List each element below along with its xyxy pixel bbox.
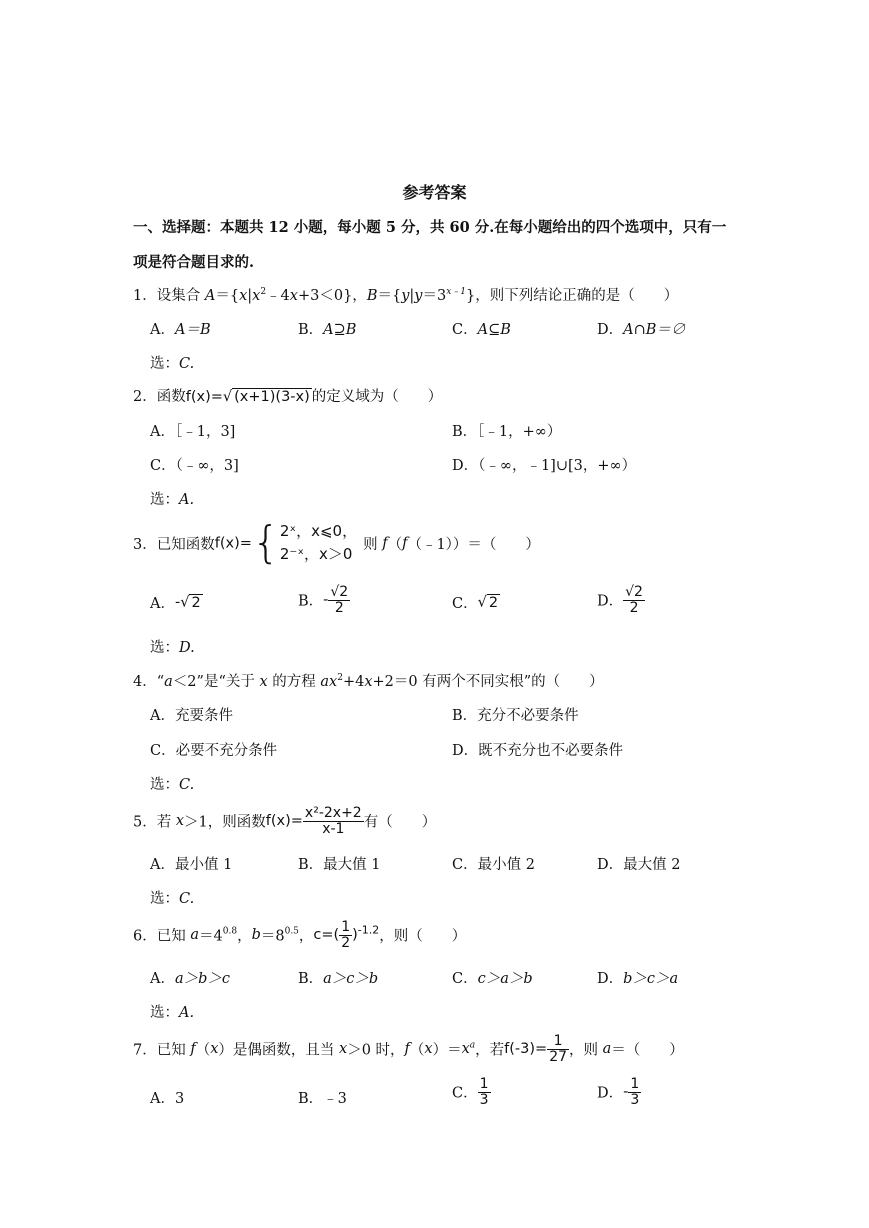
fraction: $\frac{1}{27}$	[549, 1033, 568, 1065]
answer: 选：D.	[150, 640, 195, 656]
question-number: 5．	[133, 814, 157, 831]
option-a: A．3	[150, 1091, 185, 1107]
option-b: B．最大值 1	[298, 857, 381, 873]
option-c: C．c＞a＞b	[452, 971, 533, 987]
answer: 选：A.	[150, 1005, 195, 1021]
option-d: D．（﹣∞，﹣1]∪[3，+∞）	[452, 458, 637, 474]
piecewise-cases: 2ˣ，x⩽0， 2⁻ˣ，x＞0	[279, 522, 358, 564]
option-d: D．A∩B＝∅	[597, 322, 686, 338]
page-title: 参考答案	[402, 183, 467, 202]
option-c: C．最小值 2	[452, 857, 535, 873]
question-5-stem: 5．若 x＞1，则函数f(x)= $\frac{\text{x²-2x+2}}{x-1}$ 有（ ）	[133, 805, 437, 837]
option-c: C．必要不充分条件	[150, 743, 278, 759]
question-1-stem: 1．设集合 $A=\{x|x^2﹣4x+3<0\}$，$B=\{y|y=3^{x﹣1}\}$，则下列结论正确的是（ ）	[133, 287, 679, 304]
option-d: D．既不充分也不必要条件	[452, 743, 624, 759]
option-a: A．最小值 1	[150, 857, 233, 873]
option-a: A．充要条件	[150, 708, 233, 724]
question-7-stem: 7．已知 f（x）是偶函数，且当 x＞0 时，$f(x)=x^a$，若f(-3)= $\frac{1}{27}$ ，则 a＝（ ）	[133, 1033, 684, 1065]
answer: 选：C.	[150, 777, 195, 793]
section-heading-line2: 项是符合题目求的.	[133, 254, 255, 271]
option-b: B．- $\frac{√2}{2}$	[298, 584, 349, 616]
answer: 选：C.	[150, 356, 195, 372]
option-d: D． $\frac{√2}{2}$	[597, 584, 643, 616]
question-4-stem: 4．“a＜2”是“关于 x 的方程 $ax^2+4x+2=0$ 有两个不同实根”的（ ）	[133, 673, 604, 690]
fraction: $\frac{1}{2}$	[341, 919, 351, 951]
section-heading-line1: 一、选择题：本题共 12 小题，每小题 5 分，共 60 分.在每小题给出的四个选项中，只有一	[133, 219, 727, 236]
option-c: C．（﹣∞，3]	[150, 458, 239, 474]
option-a: A．a＞b＞c	[150, 971, 231, 987]
question-number: 1．	[133, 288, 157, 304]
answer: 选：C.	[150, 891, 195, 907]
question-number: 2．	[133, 389, 157, 405]
option-a: A．［﹣1，3]	[150, 424, 236, 440]
sqrt-expression: √ (x+1)(3-x)	[222, 389, 310, 405]
answer: 选：A.	[150, 492, 195, 508]
question-2-stem: 2．函数f(x)=√ (x+1)(3-x) 的定义域为（ ）	[133, 389, 443, 405]
option-b: B．a＞c＞b	[298, 971, 379, 987]
brace-icon: {	[251, 517, 280, 569]
option-d: D．b＞c＞a	[597, 971, 679, 987]
option-c: C．√ 2	[452, 594, 499, 612]
option-b: B．充分不必要条件	[452, 708, 579, 724]
question-number: 7．	[133, 1042, 157, 1059]
question-number: 6．	[133, 928, 157, 945]
option-d: D．最大值 2	[597, 857, 681, 873]
question-number: 4．	[133, 674, 157, 690]
option-c: C． $\frac{1}{3}$	[452, 1076, 489, 1108]
option-a: A．-√ 2	[150, 594, 201, 612]
option-b: B．［﹣1，+∞）	[452, 424, 562, 440]
question-6-stem: 6．已知 $a=4^{0.8}$，$b=8^{0.5}$，c=( $\frac{1}{2}$ )$^{-1.2}$，则（ ）	[133, 919, 467, 951]
option-b: B．﹣3	[298, 1091, 347, 1107]
option-b: B．A⊇B	[298, 322, 357, 338]
option-d: D．- $\frac{1}{3}$	[597, 1076, 640, 1108]
fraction: $\frac{\text{x²-2x+2}}{x-1}$	[304, 805, 362, 837]
option-c: C．A⊆B	[452, 322, 511, 338]
question-3-stem: 3．已知函数f(x)={ 2ˣ，x⩽0， 2⁻ˣ，x＞0 则 f（f（﹣1））＝（ ）	[133, 517, 540, 569]
question-number: 3．	[133, 536, 157, 553]
option-a: A．A＝B	[150, 322, 211, 338]
